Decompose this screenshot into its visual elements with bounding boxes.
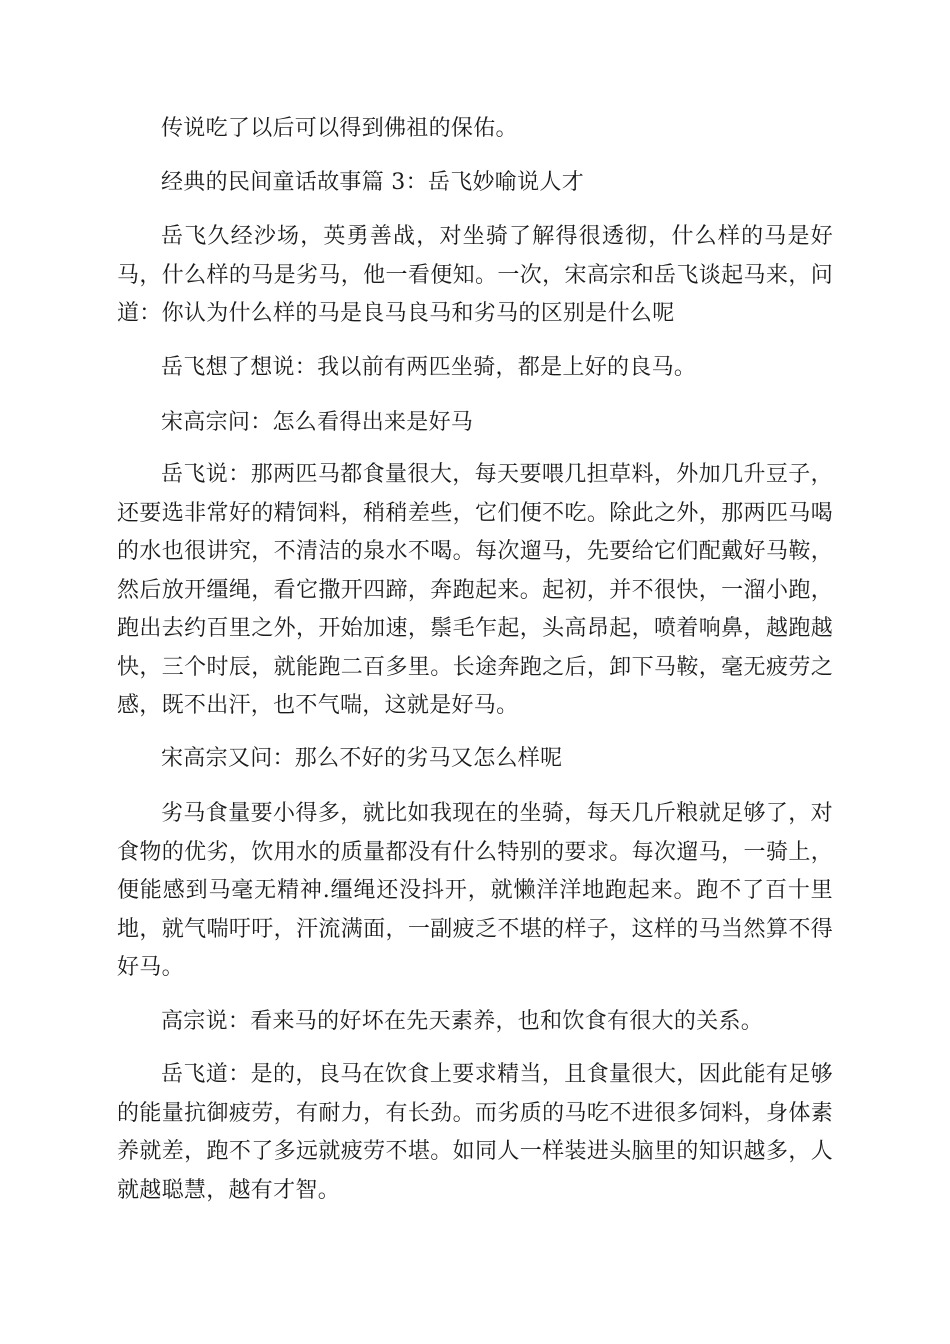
paragraph-4: 岳飞想了想说：我以前有两匹坐骑，都是上好的良马。 bbox=[161, 355, 697, 380]
paragraph-5: 宋高宗问：怎么看得出来是好马 bbox=[161, 410, 474, 435]
paragraph-9: 高宗说：看来马的好坏在先天素养，也和饮食有很大的关系。 bbox=[161, 1009, 764, 1034]
paragraph-7: 宋高宗又问：那么不好的劣马又怎么样呢 bbox=[161, 746, 563, 771]
paragraph-10: 岳飞道：是的，良马在饮食上要求精当，且食量很大，因此能有足够的能量抗御疲劳，有耐力，有长劲。而劣质的马吃不进很多饲料，身体素养就差，跑不了多远就疲劳不堪。如同人一样装进头脑里的知识越多，人就越聪慧，越有才智。 bbox=[117, 1062, 833, 1203]
paragraph-8: 劣马食量要小得多，就比如我现在的坐骑，每天几斤粮就足够了，对食物的优劣，饮用水的质量都没有什么特别的要求。每次遛马，一骑上，便能感到马毫无精神.缰绳还没抖开，就懒洋洋地跑起来。跑不了百十里地，就气喘吁吁，汗流满面，一副疲乏不堪的样子，这样的马当然算不得好马。 bbox=[117, 801, 833, 980]
paragraph-6: 岳飞说：那两匹马都食量很大，每天要喂几担草料，外加几升豆子，还要选非常好的精饲料，稍稍差些，它们便不吃。除此之外，那两匹马喝的水也很讲究，不清洁的泉水不喝。每次遛马，先要给它们配戴好马鞍，然后放开缰绳，看它撒开四蹄，奔跑起来。起初，并不很快，一溜小跑，跑出去约百里之外，开始加速，鬃毛乍起，头高昂起，喷着响鼻，越跑越快，三个时辰，就能跑二百多里。长途奔跑之后，卸下马鞍，毫无疲劳之感，既不出汗，也不气喘，这就是好马。 bbox=[117, 462, 833, 718]
paragraph-3: 岳飞久经沙场，英勇善战，对坐骑了解得很透彻，什么样的马是好马，什么样的马是劣马，他一看便知。一次，宋高宗和岳飞谈起马来，问道：你认为什么样的马是良马良马和劣马的区别是什么呢 bbox=[117, 224, 833, 326]
paragraph-2: 经典的民间童话故事篇 3：岳飞妙喻说人才 bbox=[161, 170, 584, 195]
paragraph-1: 传说吃了以后可以得到佛祖的保佑。 bbox=[161, 116, 518, 141]
